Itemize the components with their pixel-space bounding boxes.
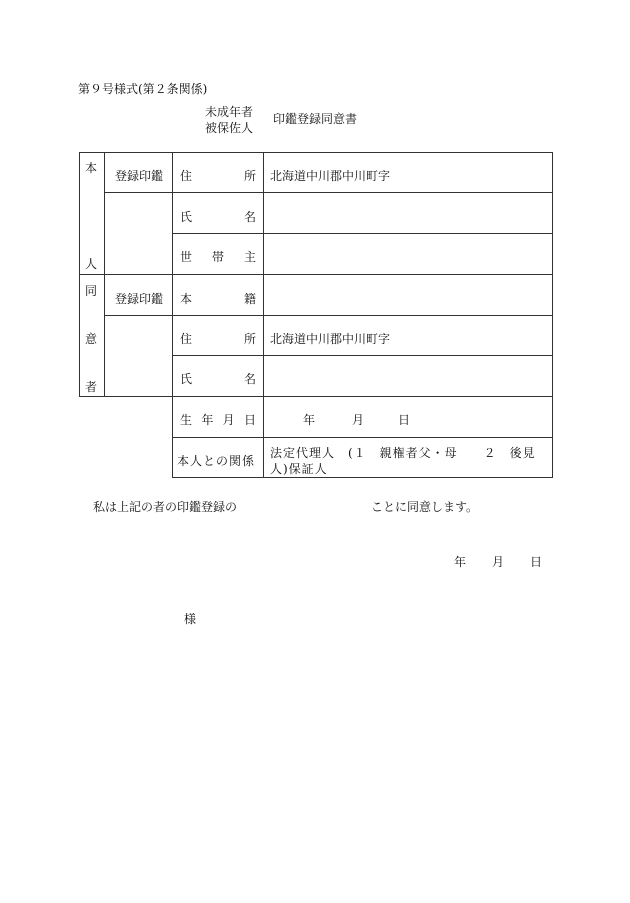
- row-line-1: [172, 192, 553, 193]
- label-consenter-relation: 本人との関係: [177, 454, 256, 468]
- document-title: 印鑑登録同意書: [273, 112, 358, 126]
- date-day: 日: [530, 555, 543, 569]
- row-line-7: [172, 437, 553, 438]
- label-consenter-address: 住 所: [180, 332, 256, 346]
- subject-type: [205, 104, 253, 136]
- label-consenter-name: 氏 名: [180, 372, 256, 386]
- group-consenter-1: 同: [85, 284, 98, 298]
- label-consenter-birth: 生 年 月 日: [180, 413, 256, 427]
- subject-minor: 未成年者: [205, 105, 254, 119]
- row-line-4: [104, 315, 553, 316]
- value-birth-month: 月: [352, 413, 365, 427]
- value-birth-day: 日: [398, 413, 411, 427]
- value-relation-line2: 人)保証人: [270, 462, 328, 476]
- row-line-5: [172, 355, 553, 356]
- label-self-address: 住 所: [180, 169, 256, 183]
- date-year: 年: [454, 555, 467, 569]
- addressee-honorific: 様: [184, 612, 197, 626]
- signature-date: [454, 556, 542, 568]
- form-number: 第９号様式(第２条関係): [78, 82, 208, 96]
- group-consenter-2: 意: [85, 332, 98, 346]
- row-line-2: [172, 233, 553, 234]
- group-self-top: 本: [85, 161, 98, 175]
- consent-text-part2: ことに同意します。: [371, 500, 479, 514]
- seal-line-self: [104, 192, 173, 193]
- value-relation-line1: 法定代理人 (１ 親権者父・母 ２ 後見: [270, 446, 536, 460]
- subject-ward: 被保佐人: [205, 121, 254, 135]
- label-consenter-domicile: 本 籍: [180, 292, 256, 306]
- seal-label-self: 登録印鑑: [115, 169, 164, 183]
- value-consenter-address: 北海道中川郡中川町字: [270, 332, 391, 346]
- consent-text-part1: 私は上記の者の印鑑登録の: [93, 500, 238, 514]
- value-self-address: 北海道中川郡中川町字: [270, 169, 391, 183]
- group-self-bottom: 人: [85, 257, 98, 271]
- group-consenter-3: 者: [85, 380, 98, 394]
- row-line-3: [79, 274, 553, 275]
- seal-label-consenter: 登録印鑑: [115, 292, 164, 306]
- label-self-name: 氏 名: [180, 210, 256, 224]
- date-month: 月: [492, 555, 505, 569]
- label-self-householder: 世 帯 主: [180, 250, 256, 264]
- value-birth-year: 年: [303, 413, 316, 427]
